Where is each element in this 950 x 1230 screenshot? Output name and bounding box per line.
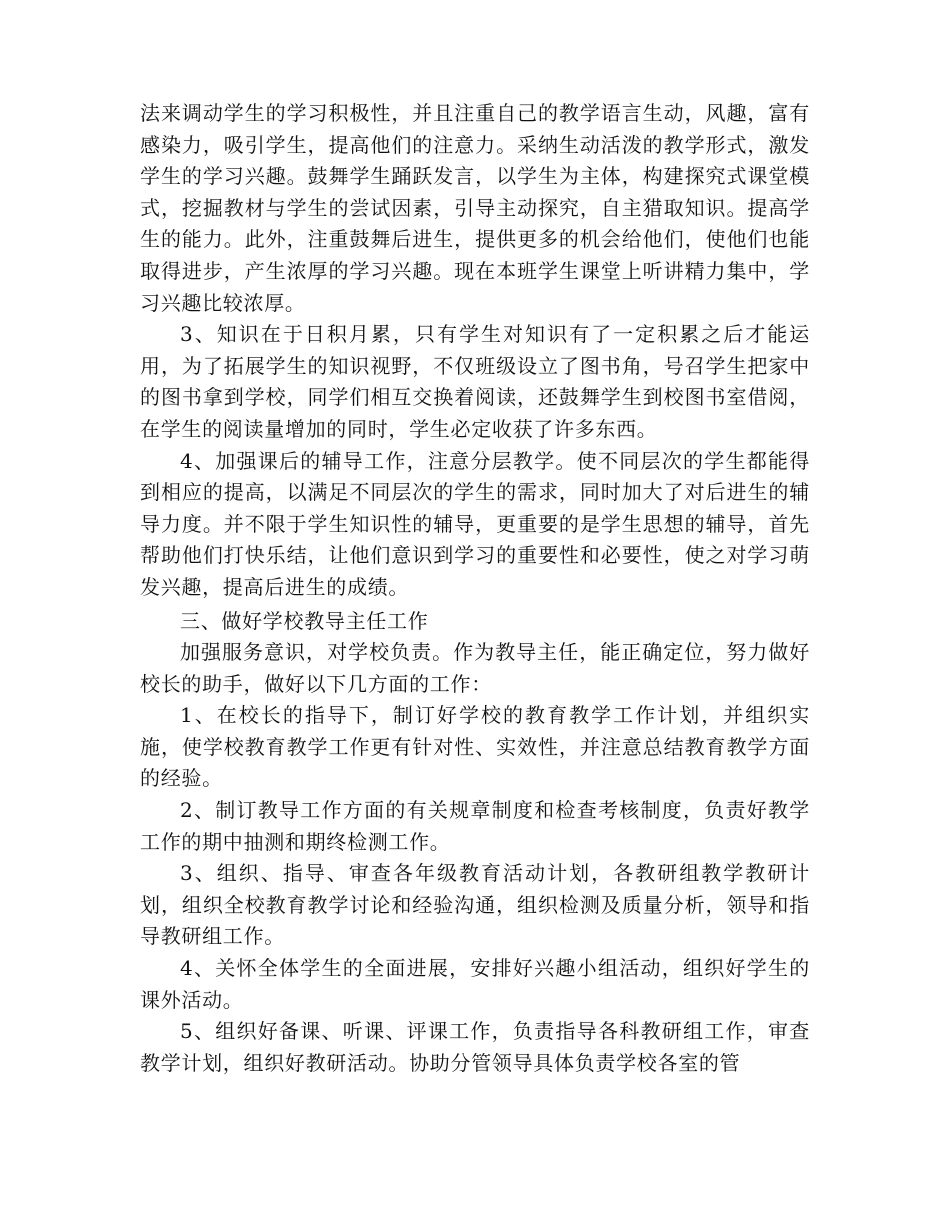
paragraph-item-3-reading: 3、知识在于日积月累，只有学生对知识有了一定积累之后才能运用，为了拓展学生的知识视野，不仅班级设立了图书角，号召学生把家中的图书拿到学校，同学们相互交换着阅读，还鼓舞学生到校图书室借阅，在学生的阅读量增加的同时，学生必定收获了许多东西。 [140, 322, 810, 441]
paragraph-item-4-tutoring: 4、加强课后的辅导工作，注意分层教学。使不同层次的学生都能得到相应的提高，以满足不同层次的学生的需求，同时加大了对后进生的辅导力度。并不限于学生知识性的辅导，更重要的是学生思想的辅导，首先帮助他们打快乐结，让他们意识到学习的重要性和必要性，使之对学习萌发兴趣，提高后进生的成绩。 [140, 448, 810, 599]
paragraph-duty-3: 3、组织、指导、审查各年级教育活动计划，各教研组教学教研计划，组织全校教育教学讨论和经验沟通，组织检测及质量分析，领导和指导教研组工作。 [140, 861, 810, 949]
paragraph-duty-1: 1、在校长的指导下，制订好学校的教育教学工作计划，并组织实施，使学校教育教学工作更有针对性、实效性，并注意总结教育教学方面的经验。 [140, 703, 810, 791]
paragraph-service-awareness: 加强服务意识，对学校负责。作为教导主任，能正确定位，努力做好校长的助手，做好以下几方面的工作： [140, 640, 810, 696]
paragraph-duty-4: 4、关怀全体学生的全面进展，安排好兴趣小组活动，组织好学生的课外活动。 [140, 956, 810, 1012]
paragraph-continuation: 法来调动学生的学习积极性，并且注重自己的教学语言生动，风趣，富有感染力，吸引学生，提高他们的注意力。采纳生动活泼的教学形式，激发学生的学习兴趣。鼓舞学生踊跃发言，以学生为主体，构建探究式课堂模式，挖掘教材与学生的尝试因素，引导主动探究，自主猎取知识。提高学生的能力。此外，注重鼓舞后进生，提供更多的机会给他们，使他们也能取得进步，产生浓厚的学习兴趣。现在本班学生课堂上听讲精力集中，学习兴趣比较浓厚。 [140, 101, 810, 315]
paragraph-duty-2: 2、制订教导工作方面的有关规章制度和检查考核制度，负责好教学工作的期中抽测和期终检测工作。 [140, 798, 810, 854]
section-heading-3: 三、做好学校教导主任工作 [180, 608, 429, 633]
paragraph-duty-5: 5、组织好备课、听课、评课工作，负责指导各科教研组工作，审查教学计划，组织好教研活动。协助分管领导具体负责学校各室的管 [140, 1019, 810, 1075]
